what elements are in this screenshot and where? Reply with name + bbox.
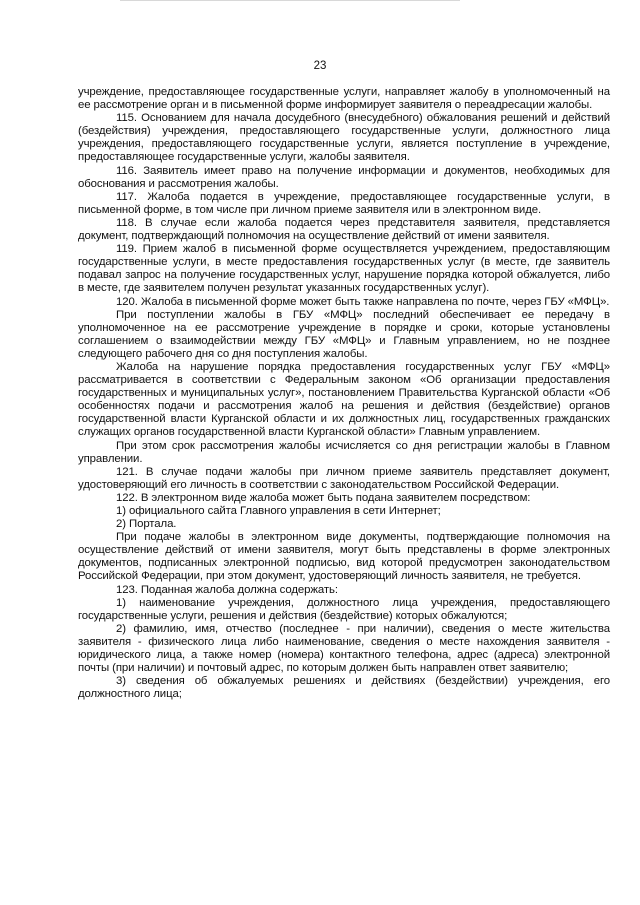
page-top-edge-rule — [120, 0, 460, 1]
paragraph-123-item-2: 2) фамилию, имя, отчество (последнее - при наличии), сведения о месте жительства заявителя - физического лица либо наименование, сведения о месте нахождения заявителя - юридического лица, а также номер (номера) контактного телефона, адрес (адреса) электронной почты (при наличии) и почтовый адрес, по которым должен быть направлен ответ заявителю; — [78, 622, 610, 675]
paragraph-121: 121. В случае подачи жалобы при личном приеме заявитель представляет документ, удостоверяющий его личность в соответствии с законодательством Российской Федерации. — [78, 465, 610, 491]
paragraph-119: 119. Прием жалоб в письменной форме осуществляется учреждением, предоставляющим государственные услуги, в месте предоставления государственных услуг (в месте, где заявитель подавал запрос на получение государственных услуг, нарушение порядка которой обжалуется, либо в месте, где заявителем получен результат указанных государственных услуг). — [78, 243, 610, 295]
paragraph-120: 120. Жалоба в письменной форме может быть также направлена по почте, через ГБУ «МФЦ». — [116, 295, 610, 308]
paragraph-120-mfc-transfer: При поступлении жалобы в ГБУ «МФЦ» последний обеспечивает ее передачу в уполномоченное на ее рассмотрение учреждение в порядке и сроки, которые установлены соглашением о взаимодействии между ГБУ «МФЦ» и Главным управлением, но не позднее следующего рабочего дня со дня поступления жалобы. — [78, 308, 610, 360]
paragraph-120-mfc-complaint: Жалоба на нарушение порядка предоставления государственных услуг ГБУ «МФЦ» рассматривается в соответствии с Федеральным законом «Об организации предоставления государственных и муниципальных услуг», постановлением Правительства Курганской области «Об особенностях подачи и рассмотрения жалоб на решения и действия (бездействие) органов государственной власти Курганской области и их должностных лиц, государственных гражданских служащих органов государственной власти Курганской области» Главным управлением. — [78, 360, 610, 439]
paragraph-115: 115. Основанием для начала досудебного (внесудебного) обжалования решений и действий (бездействия) учреждения, предоставляющего государственные услуги, должностного лица учреждения, предоставляющего государственные услуги, является поступление в учреждение, предоставляющее государственные услуги, жалобы заявителя. — [78, 112, 610, 164]
paragraph-122-item-1: 1) официального сайта Главного управления в сети Интернет; — [116, 505, 441, 517]
paragraph-118: 118. В случае если жалоба подается через представителя заявителя, представляется документ, подтверждающий полномочия на осуществление действий от имени заявителя. — [78, 216, 610, 243]
paragraph-122-item-2: 2) Портала. — [116, 518, 177, 531]
paragraph-123-item-3: 3) сведения об обжалуемых решениях и действиях (бездействии) учреждения, его должностного лица; — [78, 675, 610, 701]
paragraph-123: 123. Поданная жалоба должна содержать: — [116, 583, 338, 596]
paragraph-continuation: учреждение, предоставляющее государственные услуги, направляет жалобу в уполномоченный на ее рассмотрение орган и в письменной форме информирует заявителя о переадресации жалобы. — [78, 86, 610, 112]
paragraph-117: 117. Жалоба подается в учреждение, предоставляющее государственные услуги, в письменной форме, в том числе при личном приеме заявителя или в электронном виде. — [78, 190, 610, 216]
paragraph-120-review-term: При этом срок рассмотрения жалобы исчисляется со дня регистрации жалобы в Главном управлении. — [78, 439, 610, 465]
paragraph-122: 122. В электронном виде жалоба может быть подана заявителем посредством: — [116, 491, 531, 504]
page-number: 23 — [313, 60, 327, 72]
document-body — [78, 86, 610, 701]
paragraph-116: 116. Заявитель имеет право на получение информации и документов, необходимых для обоснования и рассмотрения жалобы. — [78, 164, 610, 190]
paragraph-122-electronic-docs: При подаче жалобы в электронном виде документы, подтверждающие полномочия на осуществление действий от имени заявителя, могут быть представлены в форме электронных документов, подписанных электронной подписью, вид которой предусмотрен законодательством Российской Федерации, при этом документ, удостоверяющий личность заявителя, не требуется. — [78, 531, 610, 583]
paragraph-123-item-1: 1) наименование учреждения, должностного лица учреждения, предоставляющего государственные услуги, решения и действия (бездействие) которых обжалуются; — [78, 596, 610, 622]
